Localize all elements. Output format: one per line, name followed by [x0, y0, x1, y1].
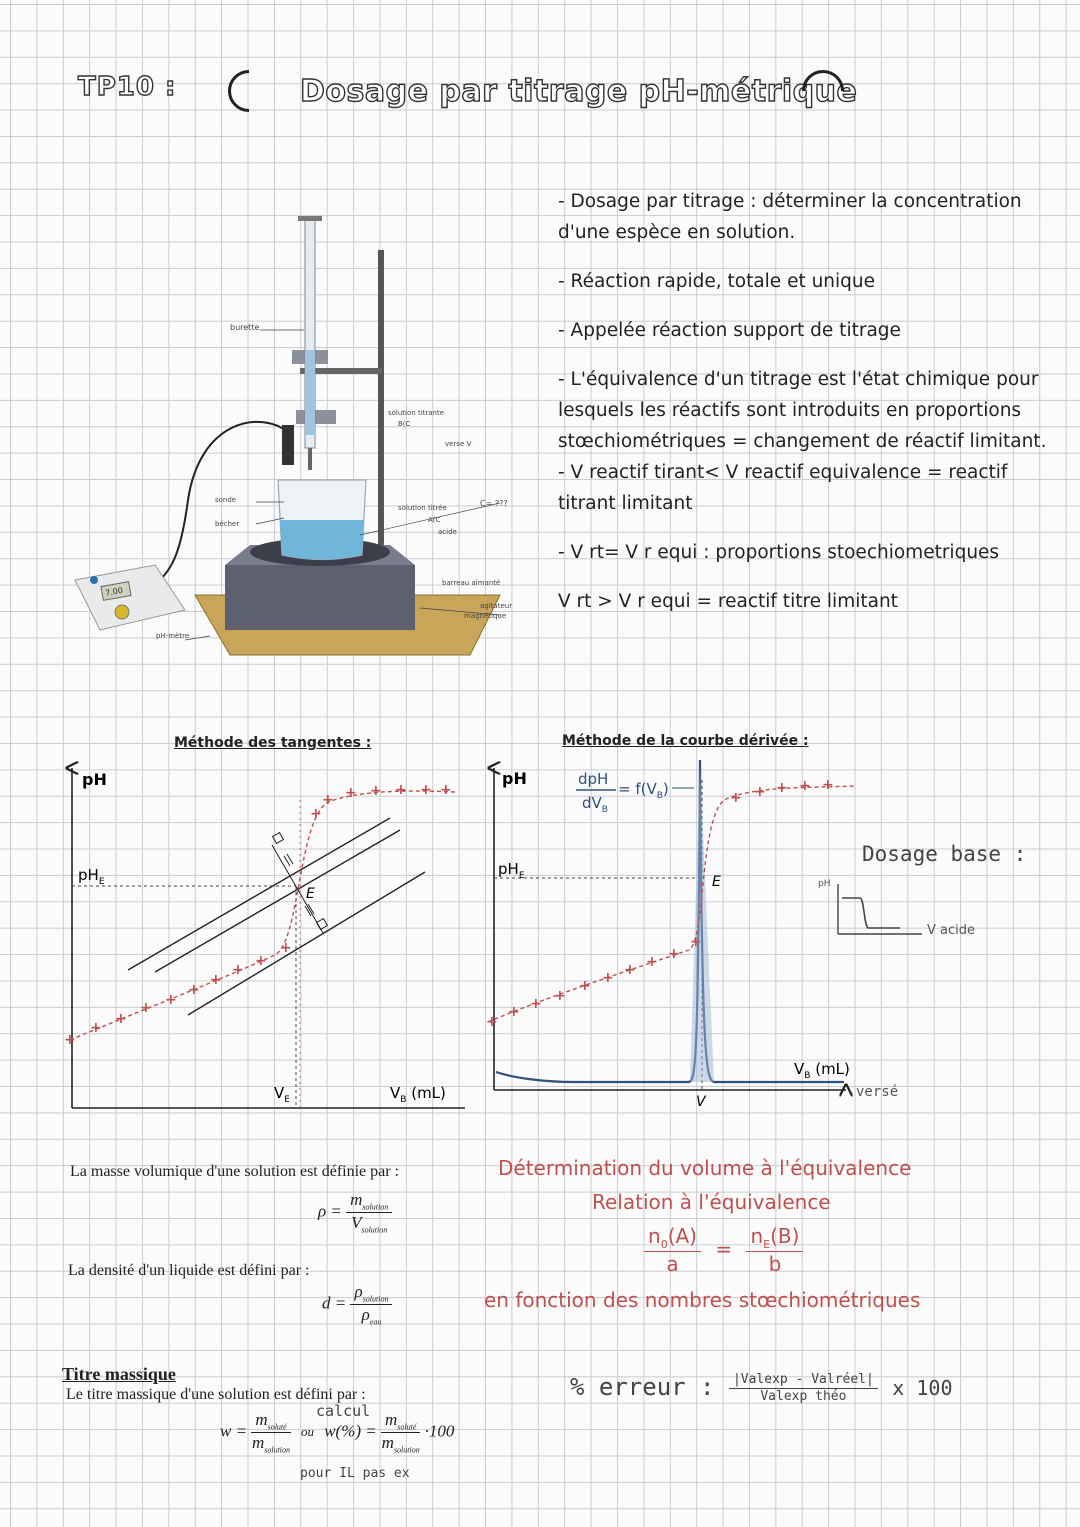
svg-text:+: +: [440, 782, 452, 798]
equivalence-line2: Relation à l'équivalence: [592, 1190, 831, 1214]
svg-text:+: +: [486, 1014, 498, 1030]
label-acide: acide: [438, 528, 457, 536]
svg-text:+: +: [420, 782, 432, 798]
note-2: - Réaction rapide, totale et unique: [558, 271, 876, 292]
densite-text: La densité d'un liquide est défini par :: [68, 1262, 310, 1279]
titre-calcul-note: calcul: [316, 1402, 371, 1420]
label-sonde: sonde: [215, 496, 237, 504]
svg-text:+: +: [646, 954, 658, 970]
svg-text:+: +: [668, 946, 680, 962]
svg-text:+: +: [188, 982, 200, 998]
svg-text:+: +: [345, 785, 357, 801]
svg-text:+: +: [579, 978, 591, 994]
label-barreau: barreau aimanté: [442, 579, 501, 587]
page-title: Dosage par titrage pH-métrique: [300, 74, 858, 109]
dosage-base-sketch: [812, 870, 1032, 945]
svg-text:+: +: [232, 962, 244, 978]
derivative-heading: Méthode de la courbe dérivée :: [562, 733, 809, 749]
dosage-base-ph: pH: [818, 879, 831, 889]
svg-text:+: +: [554, 988, 566, 1004]
svg-text:+: +: [754, 784, 766, 800]
equivalence-line3: en fonction des nombres stœchiométriques: [484, 1288, 921, 1312]
svg-text:+: +: [799, 778, 811, 794]
erreur-formula: % erreur : $\frac{\text{|Valexp - Valréel|}}{\text{Valexp théo}}$ x 100: [570, 1372, 953, 1404]
svg-text:+: +: [776, 780, 788, 796]
label-solution-titrante-2: B(C: [398, 420, 411, 428]
deriv-den: $dV_B$: [582, 794, 608, 815]
svg-text:+: +: [90, 1020, 102, 1036]
label-phmetre: pH-mètre: [156, 632, 190, 640]
derivative-y-label: pH: [502, 769, 527, 788]
derivative-point-e: E: [712, 874, 721, 890]
svg-text:+: +: [602, 970, 614, 986]
equivalence-line1: Détermination du volume à l'équivalence: [498, 1156, 912, 1180]
svg-text:+: +: [115, 1011, 127, 1027]
derivative-verse: versé: [856, 1084, 899, 1100]
tangents-point-e: E: [306, 886, 315, 902]
note-3: - Appelée réaction support de titrage: [558, 320, 901, 341]
svg-text:+: +: [530, 996, 542, 1012]
note-6: - V rt= V r equi : proportions stoechiometriques: [558, 542, 1000, 563]
densite-formula: d = $\frac{\rho_{solution}}{\rho_{eau}}$: [322, 1282, 392, 1327]
tangent-method-graph: [60, 760, 470, 1120]
svg-text:+: +: [64, 1032, 76, 1048]
svg-text:+: +: [310, 806, 322, 822]
label-solution-titree: solution titrée: [398, 504, 447, 512]
label-becher: bécher: [215, 520, 240, 528]
notes-list: [558, 186, 1048, 635]
tangents-heading: Méthode des tangentes :: [174, 735, 372, 751]
tangents-y-label: pH: [82, 770, 107, 789]
svg-text:+: +: [822, 777, 834, 793]
svg-text:+: +: [140, 1000, 152, 1016]
titre-text: Le titre massique d'une solution est défini par :: [66, 1386, 366, 1403]
note-4: - L'équivalence d'un titrage est l'état chimique pour lesquels les réactifs sont introduits en proportions stœchiométriques = changement de réactif limitant.: [558, 369, 1047, 452]
titre-formula: w = $\frac{m_{soluté}}{m_{solution}}$ ou w(%) = $\frac{m_{soluté}}{m_{solution}}$ ·100: [220, 1410, 455, 1455]
deriv-num: dpH: [578, 770, 609, 788]
svg-text:+: +: [624, 962, 636, 978]
svg-text:+: +: [730, 790, 742, 806]
note-5: - V reactif tirant< V reactif equivalence = reactif titrant limitant: [558, 462, 1008, 514]
tangents-x-label: $V_B$ (mL): [390, 1084, 446, 1105]
derivative-ph-e: $pH_E$: [498, 860, 525, 881]
derivative-v-mark: V: [696, 1094, 706, 1110]
tangents-v-e: $V_E$: [274, 1084, 290, 1105]
titre-heading: Titre massique: [62, 1364, 176, 1384]
masse-volumique-formula: ρ = $\frac{m_{solution}}{V_{solution}}$: [318, 1190, 392, 1235]
label-volume-titrante: verse V: [445, 440, 472, 448]
svg-text:+: +: [165, 992, 177, 1008]
equivalence-relation: $\frac{n_0(A)}{a}$ = $\frac{n_E(B)}{b}$: [644, 1224, 803, 1276]
deriv-rhs: = $f(V_B)$: [618, 780, 669, 801]
svg-text:+: +: [370, 783, 382, 799]
masse-volumique-text: La masse volumique d'une solution est définie par :: [70, 1163, 400, 1180]
note-1: - Dosage par titrage : déterminer la concentration d'une espèce en solution.: [558, 191, 1022, 243]
note-7: V rt > V r equi = reactif titre limitant: [558, 591, 898, 612]
svg-text:+: +: [210, 972, 222, 988]
moon-left-icon: [228, 70, 270, 112]
dosage-base-title: Dosage base :: [862, 842, 1027, 866]
label-agitateur-2: magnétique: [464, 612, 507, 620]
svg-text:+: +: [322, 792, 334, 808]
svg-text:+: +: [255, 953, 267, 969]
label-agitateur: agitateur: [480, 602, 513, 610]
titration-apparatus-illustration: [60, 200, 540, 670]
derivative-x-label: $V_B$ (mL): [794, 1060, 850, 1081]
label-c-unknown: C= ???: [480, 499, 508, 508]
tp-number: TP10 :: [78, 72, 177, 102]
phmetre-screen: 7.00: [104, 585, 124, 598]
titre-pour-note: pour IL pas ex: [300, 1466, 410, 1481]
label-solution-titrante: solution titrante: [388, 409, 445, 417]
svg-text:+: +: [508, 1004, 520, 1020]
svg-text:+: +: [395, 782, 407, 798]
svg-text:+: +: [690, 934, 702, 950]
svg-text:+: +: [280, 940, 292, 956]
dosage-base-v-acide: V acide: [927, 923, 976, 938]
label-burette: burette: [230, 323, 260, 332]
tangents-ph-e: $pH_E$: [78, 866, 105, 887]
label-solution-titree-2: A(C: [428, 516, 441, 524]
